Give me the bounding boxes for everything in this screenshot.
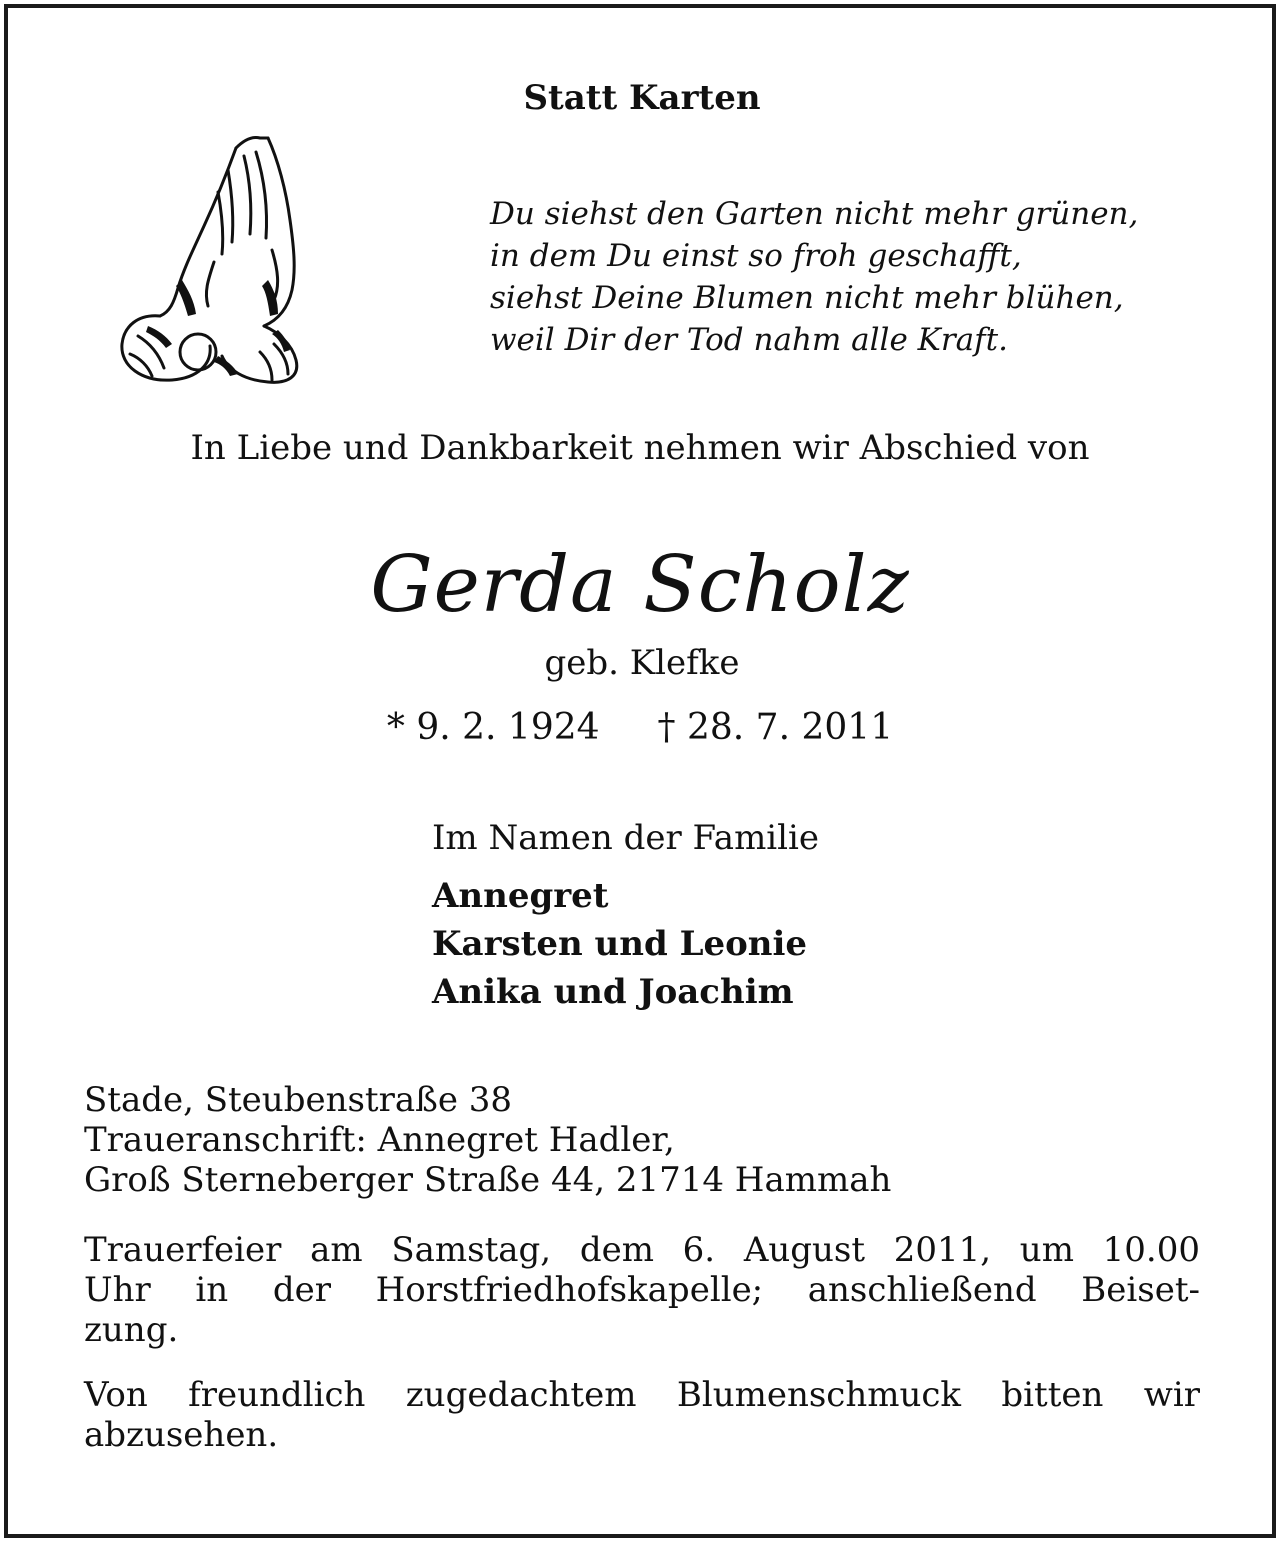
family-members — [432, 872, 807, 1016]
life-dates — [0, 704, 1280, 752]
address-line: Stade, Steubenstraße 38 — [84, 1080, 513, 1120]
notice-header: Statt Karten — [523, 78, 761, 118]
family-member: Anika und Joachim — [432, 972, 794, 1012]
deceased-name: Gerda Scholz — [370, 540, 910, 630]
flowers-line: abzusehen. — [84, 1415, 279, 1455]
address-line: Groß Sterneberger Straße 44, 21714 Hammah — [84, 1160, 892, 1200]
address-line: Traueranschrift: Annegret Hadler, — [84, 1120, 675, 1160]
flowers-line: Von freundlich zugedachtem Blumenschmuck bitten wir — [84, 1375, 1200, 1415]
farewell-intro: In Liebe und Dankbarkeit nehmen wir Abschied von — [190, 428, 1090, 468]
poem-line: in dem Du einst so froh geschafft, — [490, 238, 1022, 274]
family-intro: Im Namen der Familie — [432, 818, 820, 858]
ceremony-line: zung. — [84, 1310, 179, 1350]
ceremony-line: Uhr in der Horstfriedhofskapelle; anschließend Beiset- — [84, 1270, 1200, 1310]
birth-name: geb. Klefke — [544, 643, 740, 683]
praying-hands-icon — [118, 130, 308, 386]
ceremony-line: Trauerfeier am Samstag, dem 6. August 2011, um 10.00 — [84, 1230, 1200, 1270]
death-date: † 28. 7. 2011 — [657, 707, 894, 748]
poem-line: siehst Deine Blumen nicht mehr blühen, — [490, 280, 1124, 316]
address-block — [84, 1080, 891, 1200]
family-member: Karsten und Leonie — [432, 924, 808, 964]
family-member: Annegret — [432, 876, 609, 916]
poem-line: weil Dir der Tod nahm alle Kraft. — [490, 322, 1008, 358]
ceremony-info — [84, 1230, 1200, 1350]
flowers-note — [84, 1375, 1200, 1455]
poem — [490, 193, 1138, 361]
poem-line: Du siehst den Garten nicht mehr grünen, — [490, 196, 1139, 232]
birth-date: * 9. 2. 1924 — [386, 707, 600, 748]
